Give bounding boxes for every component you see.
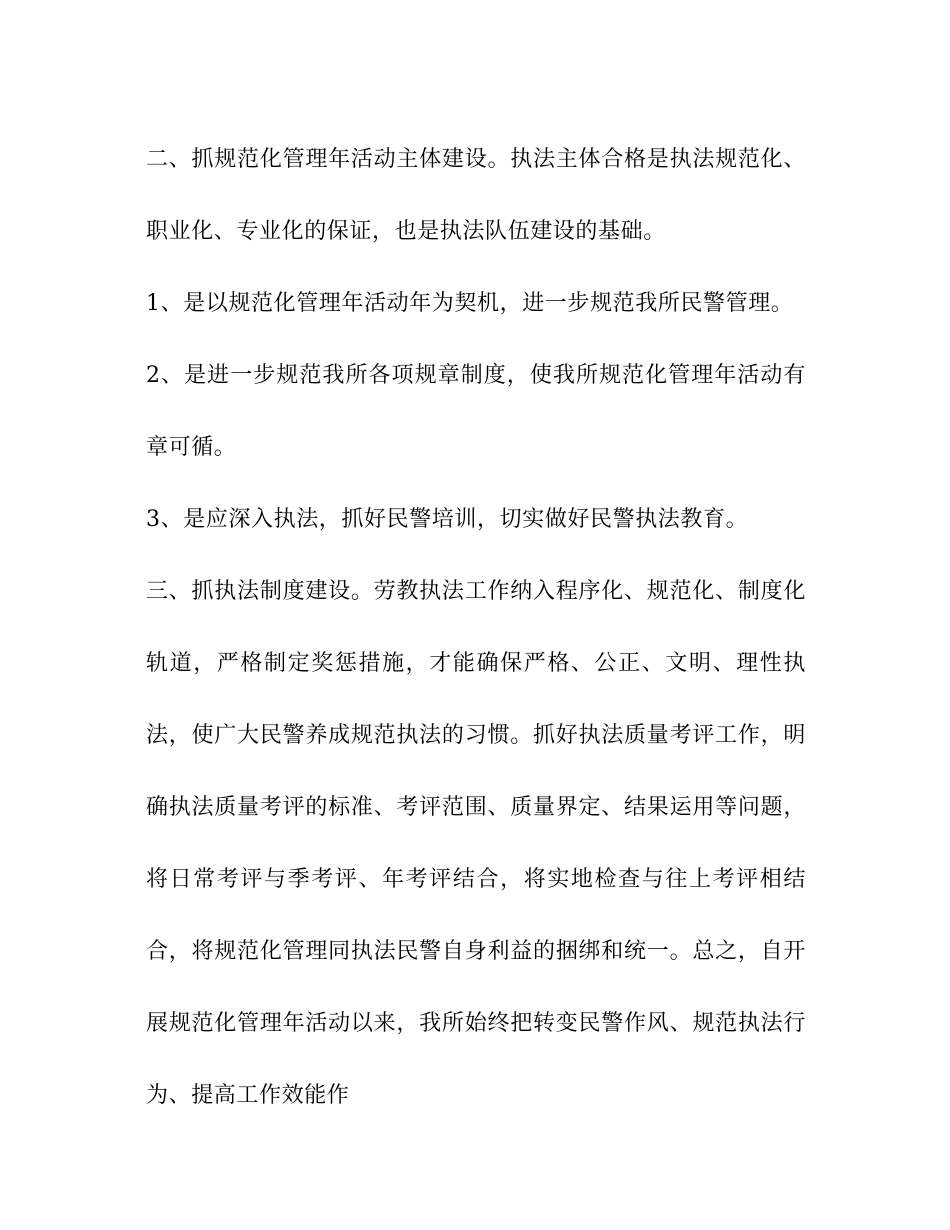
paragraph-item-three: 3、是应深入执法，抓好民警培训，切实做好民警执法教育。 [146, 507, 749, 532]
document-body [146, 124, 806, 1132]
paragraph-section-three: 三、抓执法制度建设。劳教执法工作纳入程序化、规范化、制度化轨道，严格制定奖惩措施，才能确保严格、公正、文明、理性执法，使广大民警养成规范执法的习惯。抓好执法质量考评工作，明确执法质量考评的标准、考评范围、质量界定、结果运用等问题，将日常考评与季考评、年考评结合，将实地检查与往上考评相结合，将规范化管理同执法民警自身利益的捆绑和统一。总之，自开展规范化管理年活动以来，我所始终把转变民警作风、规范执法行为、提高工作效能作 [146, 579, 806, 1108]
paragraph-item-one: 1、是以规范化管理年活动年为契机，进一步规范我所民警管理。 [146, 291, 794, 316]
paragraph-section-two: 二、抓规范化管理年活动主体建设。执法主体合格是执法规范化、职业化、专业化的保证，也是执法队伍建设的基础。 [146, 147, 806, 244]
paragraph-item-two: 2、是进一步规范我所各项规章制度，使我所规范化管理年活动有章可循。 [146, 363, 806, 460]
